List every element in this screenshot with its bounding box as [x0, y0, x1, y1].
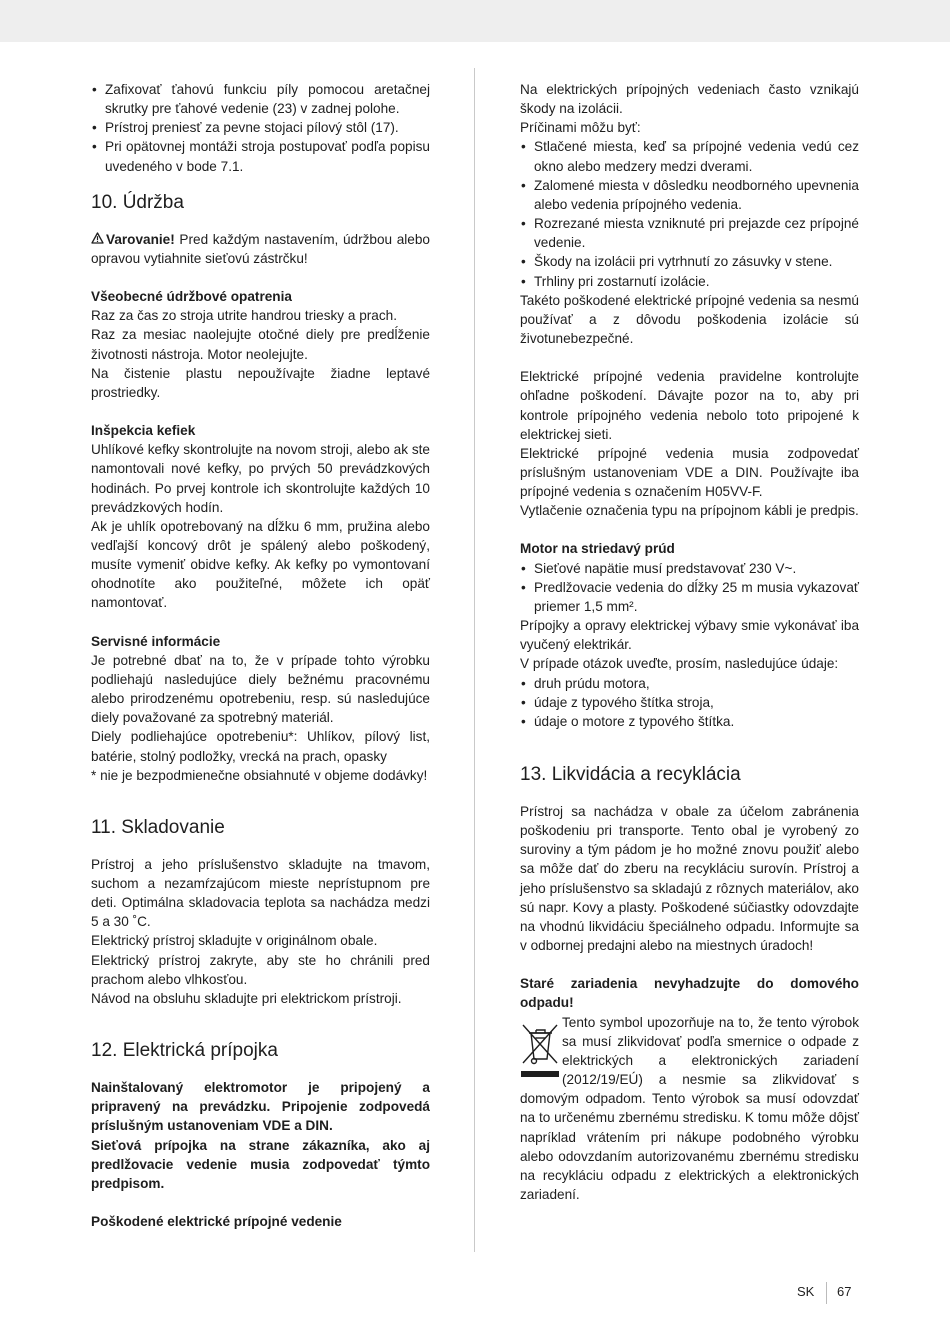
list-item: • druh prúdu motora,	[520, 674, 859, 693]
paragraph: Návod na obsluhu skladujte pri elektrickom prístroji.	[91, 990, 402, 1006]
paragraph-bold: Nainštalovaný elektromotor je pripojený a pripravený na prevádzku. Pripojenie zodpovedá príslušným ustanoveniam VDE a DIN.	[91, 1080, 430, 1134]
footer-separator	[826, 1282, 827, 1304]
right-column	[520, 80, 859, 1204]
heading-general-maintenance: Všeobecné údržbové opatrenia	[91, 289, 292, 305]
section-title-maintenance: 10. Údržba	[91, 191, 184, 213]
heading-old-devices: Staré zariadenia nevyhadzujte do domového odpadu!	[520, 976, 859, 1011]
warning-triangle-icon	[91, 230, 106, 249]
paragraph: Na čistenie plastu nepoužívajte žiadne leptavé prostriedky.	[91, 365, 430, 400]
paragraph: Prípojky a opravy elektrickej výbavy smie vykonávať iba vyučený elektrikár.	[520, 618, 859, 653]
paragraph: * nie je bezpodmienečne obsiahnuté v objeme dodávky!	[91, 767, 428, 783]
paragraph: Prístroj a jeho príslušenstvo skladujte na tmavom, suchom a nezamŕzajúcom mieste neprístupnom pre deti. Optimálna skladovacia teplota sa nachádza medzi 5 a 30 ˚C.	[91, 856, 430, 930]
page-number: 67	[837, 1284, 852, 1299]
paragraph: Uhlíkové kefky skontrolujte na novom stroji, alebo ak ste namontovali nové kefky, po prvých 50 prevádzkových hodinách. Po prvej kontrole ich skontrolujte každých 10 prevádzkových hodín.	[91, 442, 430, 515]
list-item: • Pri opätovnej montáži stroja postupovať podľa popisu uvedeného v bode 7.1.	[91, 137, 430, 175]
warning-text: Pred každým nastavením, údržbou alebo opravou vytiahnite sieťovú zástrčku!	[91, 231, 430, 266]
left-column	[91, 80, 430, 1231]
list-item: • Trhliny pri zostarnutí izolácie.	[520, 272, 859, 291]
list-item: • Zafixovať ťahovú funkciu píly pomocou aretačnej skrutky pre ťahové vedenie (23) v zadnej polohe.	[91, 80, 430, 118]
paragraph: Tento symbol upozorňuje na to, že tento výrobok sa musí zlikvidovať podľa smernice o odpade z elektrických a elektronických zariadení (2012/19/EÚ) a nesmie sa zlikvidovať s domovým odpadom. Tento výrobok sa musí odovzdať na to určenému zbernému stredisku. K tomu môže dôjsť napríklad vrátením pri nákupe podobného výrobku alebo odovzdaním autorizovanému zbernému stredisku na recykláciu odpadu z elektrických a elektronických zariadení.	[520, 1014, 859, 1202]
crossed-out-wheelie-bin-icon	[520, 1017, 560, 1083]
list-item: • Zalomené miesta v dôsledku neodborného upevnenia alebo vedenia prípojného vedenia.	[520, 176, 859, 214]
paragraph: Elektrický prístroj zakryte, aby ste ho chránili pred prachom alebo vlhkosťou.	[91, 952, 430, 987]
section-title-storage: 11. Skladovanie	[91, 816, 225, 838]
heading-ac-motor: Motor na striedavý prúd	[520, 541, 675, 557]
weee-block	[520, 1013, 859, 1205]
warning-label: Varovanie!	[106, 231, 175, 247]
heading-service-info: Servisné informácie	[91, 633, 221, 649]
paragraph: Raz za čas zo stroja utrite handrou triesky a prach.	[91, 308, 397, 324]
paragraph: Je potrebné dbať na to, že v prípade tohto výrobku podliehajú nasledujúce diely bežnému pracovnému alebo prirodzenému opotrebeniu, resp. sú nasledujúce diely považované za spotrebný materiál.	[91, 652, 430, 726]
list-item: • Sieťové napätie musí predstavovať 230 V~.	[520, 559, 859, 578]
paragraph: Na elektrických prípojných vedeniach často vznikajú škody na izolácii.	[520, 82, 859, 117]
column-divider	[474, 68, 475, 1252]
list-item: • Škody na izolácii pri vytrhnutí zo zásuvky v stene.	[520, 252, 859, 271]
paragraph-bold: Sieťová prípojka na strane zákazníka, ako aj predlžovacie vedenie musia zodpovedať týmto predpisom.	[91, 1137, 430, 1191]
paragraph: Príčinami môžu byť:	[520, 120, 641, 136]
paragraph: V prípade otázok uveďte, prosím, nasledujúce údaje:	[520, 656, 839, 672]
section-title-electrical: 12. Elektrická prípojka	[91, 1040, 278, 1062]
list-item: • údaje z typového štítka stroja,	[520, 693, 859, 712]
heading-damaged-cable: Poškodené elektrické prípojné vedenie	[91, 1214, 342, 1230]
language-code: SK	[797, 1284, 815, 1299]
top-bar	[0, 0, 950, 42]
warning-paragraph	[91, 230, 430, 268]
paragraph: Takéto poškodené elektrické prípojné vedenia sa nesmú používať a z dôvodu poškodenia izolácie sú životunebezpečné.	[520, 292, 859, 347]
paragraph: Vytlačenie označenia typu na prípojnom kábli je predpis.	[520, 503, 859, 519]
list-item: • Rozrezané miesta vzniknuté pri prejazde cez prípojné vedenie.	[520, 214, 859, 252]
list-item: • Predlžovacie vedenia do dĺžky 25 m musia vykazovať priemer 1,5 mm².	[520, 578, 859, 616]
paragraph: Elektrické prípojné vedenia pravidelne kontrolujte ohľadne poškodení. Dávajte pozor na to, aby pri kontrole prípojného vedenia nebolo toto pripojené k elektrickej sieti.	[520, 369, 859, 442]
paragraph: Ak je uhlík opotrebovaný na dĺžku 6 mm, pružina alebo vedľajší koncový drôt je spálený alebo poškodený, musíte vymeniť obidve kefky. Ak kefky po vymontovaní ohodnotíte ako použiteľné, môžete ich opäť namontovať.	[91, 518, 430, 611]
heading-brush-inspection: Inšpekcia kefiek	[91, 423, 196, 439]
paragraph: Diely podliehajúce opotrebeniu*: Uhlíkov, pílový list, batérie, stolný podložky, vrecká na prach, opasky	[91, 729, 430, 764]
list-item: • Stlačené miesta, keď sa prípojné vedenia vedú cez okno alebo medzery medzi dverami.	[520, 137, 859, 175]
paragraph: Elektrický prístroj skladujte v originálnom obale.	[91, 933, 378, 949]
list-item: • Prístroj preniesť za pevne stojaci pílový stôl (17).	[91, 118, 430, 137]
paragraph: Raz za mesiac naolejujte otočné diely pre predĺženie životnosti nástroja. Motor neolejujte.	[91, 327, 430, 362]
paragraph: Elektrické prípojné vedenia musia zodpovedať príslušným ustanoveniam VDE a DIN. Používajte iba prípojné vedenia s označením H05VV-F.	[520, 445, 859, 500]
section-title-recycling: 13. Likvidácia a recyklácia	[520, 764, 741, 785]
paragraph: Prístroj sa nachádza v obale za účelom zabránenia poškodeniu pri transporte. Tento obal je vyrobený zo suroviny a tým pádom je ho možné znovu použiť alebo sa môže dať do zberu na recykláciu surovín. Prístroj a jeho príslušenstvo sa skladajú z rôznych materiálov, ako sú napr. Kovy a plasty. Poškodené súčiastky odovzdajte na vhodnú likvidáciu špeciálneho odpadu. Informujte sa v odbornej predajni alebo na miestnych úradoch!	[520, 804, 859, 954]
list-item: • údaje o motore z typového štítka.	[520, 712, 859, 731]
